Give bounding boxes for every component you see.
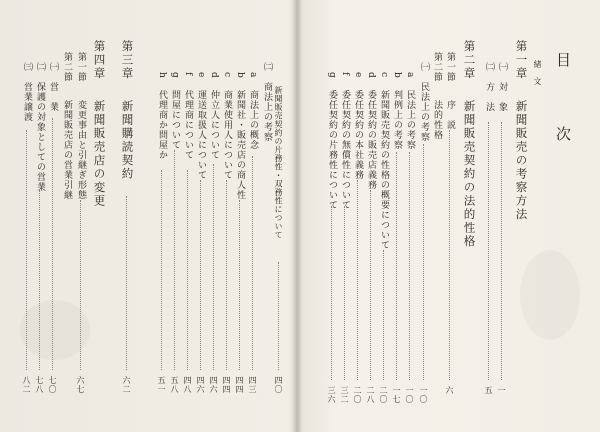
page-number: 一 (497, 386, 506, 395)
leader-dots (488, 122, 489, 380)
toc-item-text: 判例上の考察 (392, 90, 402, 150)
leader-dots (213, 164, 214, 370)
toc-item-marker: e (353, 72, 363, 79)
toc-item-text: 対 象 (497, 82, 507, 112)
toc-item-marker: h (157, 72, 167, 79)
page-number: 五八 (170, 376, 179, 394)
toc-item-text: 委任契約の無償性について (340, 90, 350, 210)
page-number: 四〇 (274, 376, 283, 394)
leader-dots (409, 152, 410, 380)
chapter-2-label: 第二章 (462, 40, 477, 81)
chapter-1-title: 新聞販売の考察方法 (514, 100, 529, 222)
page-number: 五 (484, 386, 493, 395)
toc-item-text: 商業使用人について (222, 90, 232, 180)
chapter-3-label: 第三章 (120, 40, 135, 81)
leader-dots (278, 262, 279, 370)
leader-dots (226, 180, 227, 370)
toc-item-marker: g (327, 72, 337, 79)
toc-item-text: 代理商について (183, 90, 193, 160)
leader-dots (449, 130, 450, 380)
page-number: 四八 (183, 376, 192, 394)
leader-dots (26, 130, 27, 370)
leader-dots (423, 144, 424, 380)
toc-item-marker: b (392, 72, 402, 79)
leader-dots (80, 200, 81, 370)
page-number: 二八 (366, 386, 375, 404)
leader-dots (161, 170, 162, 370)
page-number: 七〇 (48, 376, 57, 394)
page-number: 四六 (196, 376, 205, 394)
section-title: 序 説 (445, 100, 455, 130)
leader-dots (187, 170, 188, 370)
toc-item-text: 問屋について (170, 90, 180, 150)
chapter-4-title: 新聞販売店の変更 (92, 100, 107, 208)
toc-item-text: 仲立人について (209, 90, 219, 160)
toc-item-text: 営 業 (48, 82, 58, 112)
toc-item-marker: ㈠ (48, 62, 58, 72)
intro-label: 緒 文 (533, 60, 542, 86)
toc-item-marker: ㈠ (419, 62, 429, 72)
leader-dots (501, 122, 502, 380)
page-number: 三六 (327, 386, 336, 404)
toc-item-marker: f (183, 72, 193, 77)
toc-item-marker: a (248, 72, 258, 79)
page-number: 五一 (157, 376, 166, 394)
section-title: 変更事由と引継ぎ形態 (76, 100, 86, 200)
leader-dots (52, 118, 53, 370)
toc-item-marker: f (340, 72, 350, 77)
toc-item-marker: a (405, 72, 415, 79)
leader-dots (239, 200, 240, 370)
toc-item-marker: d (366, 72, 376, 79)
leader-dots (126, 196, 127, 370)
toc-item-marker: b (235, 72, 245, 79)
page-number: 四六 (209, 376, 218, 394)
toc-item-marker: d (209, 72, 219, 79)
toc-item-text: 委任契約の片務性について (327, 90, 337, 210)
toc-item-text: 商法上の概念 (248, 90, 258, 150)
page-number: 四三 (248, 376, 257, 394)
page-number: 四四 (222, 376, 231, 394)
chapter-2-title: 新聞販売契約の法的性格 (462, 100, 477, 249)
toc-item-text: 代理商か問屋か (157, 90, 167, 160)
toc-item-text: 新聞社・販売店の商人性 (235, 90, 245, 200)
page-number: 六 (445, 386, 454, 395)
toc-item-text: 委任契約の本社義務 (353, 90, 363, 180)
page-number: 六二 (122, 376, 131, 394)
toc-item-text: 民法上の考察 (405, 90, 415, 150)
section-label: 第一節 (445, 52, 455, 82)
book-gutter (293, 0, 301, 432)
toc-item-marker: ㈠ (497, 62, 507, 72)
page-number: 一七 (392, 386, 401, 404)
section-title: 法的性格 (432, 100, 442, 140)
toc-item-marker: c (222, 72, 232, 79)
section-title: 新聞販売店の営業引継 (62, 100, 72, 200)
toc-item-text: 委任契約の販売店義務 (366, 90, 376, 190)
toc-item-marker: e (196, 72, 206, 79)
page-number: 八二 (22, 376, 31, 394)
page-number: 七八 (35, 376, 44, 394)
leader-dots (331, 206, 332, 380)
section-label: 第二節 (62, 52, 72, 82)
paper-stain (520, 250, 580, 340)
toc-title: 目 次 (554, 52, 572, 163)
leader-dots (383, 250, 384, 380)
page-number: 三二 (340, 386, 349, 404)
toc-item-marker: ㈡ (262, 62, 272, 72)
page-number: 六七 (76, 376, 85, 394)
toc-item-text: 営業譲渡 (22, 82, 32, 122)
page-number: 二〇 (353, 386, 362, 404)
toc-item-text: 民法上の考察 (419, 82, 429, 142)
toc-item-marker: g (170, 72, 180, 79)
toc-item-text: 商法上の考察 (262, 82, 272, 142)
section-label: 第二節 (432, 52, 442, 82)
chapter-3-title: 新聞購読契約 (120, 100, 135, 181)
leader-dots (357, 180, 358, 380)
toc-item-marker: ㈡ (35, 62, 45, 72)
toc-item-text: 新聞販売契約の片務性・双務性について (274, 86, 283, 239)
leader-dots (174, 150, 175, 370)
toc-item-marker: c (379, 72, 389, 79)
leader-dots (252, 156, 253, 370)
page-number: 一〇 (405, 386, 414, 404)
leader-dots (370, 190, 371, 380)
leader-dots (344, 206, 345, 380)
page-number: 二〇 (379, 386, 388, 404)
leader-dots (200, 180, 201, 370)
leader-dots (396, 152, 397, 380)
page-number: 一〇 (419, 386, 428, 404)
chapter-1-label: 第一章 (514, 40, 529, 81)
toc-item-text: 保護の対象としての営業 (35, 82, 45, 192)
chapter-4-label: 第四章 (92, 40, 107, 81)
toc-item-marker: ㈢ (22, 62, 32, 72)
toc-item-text: 運送取扱人について (196, 90, 206, 180)
leader-dots (39, 190, 40, 370)
toc-item-text: 方 法 (484, 82, 494, 112)
toc-item-text: 新聞販売契約の性格の概要について (379, 90, 389, 250)
page-number: 四四 (235, 376, 244, 394)
toc-item-marker: ㈡ (484, 62, 494, 72)
section-label: 第一節 (76, 52, 86, 82)
